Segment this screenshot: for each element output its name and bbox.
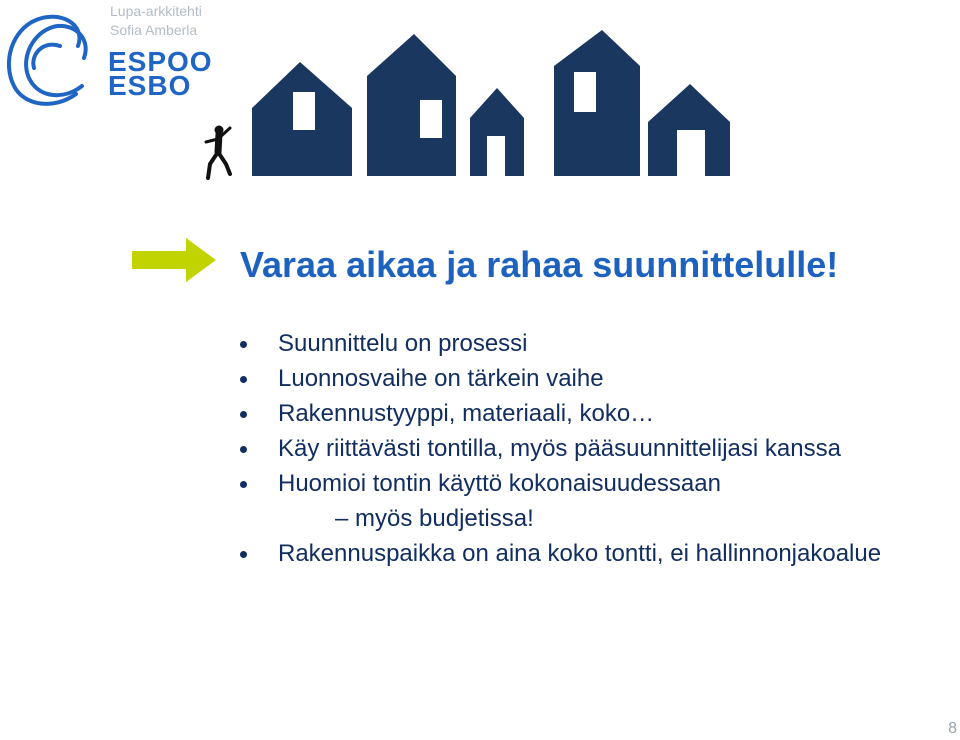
header-author: Sofia Amberla (110, 22, 198, 38)
bullet-dot (240, 551, 247, 558)
espoo-swirl-logo-icon (0, 6, 104, 110)
bullet-dot (240, 341, 247, 348)
espoo-wordmark: ESPOO (108, 46, 213, 77)
houses-silhouette-icon (190, 28, 735, 188)
bullet-dot (240, 376, 247, 383)
bullet-item: Luonnosvaihe on tärkein vaihe (240, 361, 881, 396)
bullet-dot (240, 411, 247, 418)
bullet-dot (240, 481, 247, 488)
page-number: 8 (948, 720, 957, 737)
bullet-item: Rakennuspaikka on aina koko tontti, ei hallinnonjakoalue (240, 536, 881, 571)
bullet-item: Huomioi tontin käyttö kokonaisuudessaan (240, 466, 881, 501)
header-role: Lupa-arkkitehti (110, 3, 202, 19)
esbo-wordmark: ESBO (108, 70, 192, 101)
header-text (110, 2, 202, 40)
slide-title: Varaa aikaa ja rahaa suunnittelulle! (240, 244, 839, 285)
bullet-item: Käy riittävästi tontilla, myös pääsuunnittelijasi kanssa (240, 431, 881, 466)
climbing-person-icon (200, 122, 236, 184)
bullet-dot (240, 446, 247, 453)
bullet-list (240, 326, 881, 571)
arrow-right-icon (130, 236, 220, 284)
bullet-item: Suunnittelu on prosessi (240, 326, 881, 361)
bullet-item: Rakennustyyppi, materiaali, koko… (240, 396, 881, 431)
bullet-subline: – myös budjetissa! (335, 505, 534, 532)
